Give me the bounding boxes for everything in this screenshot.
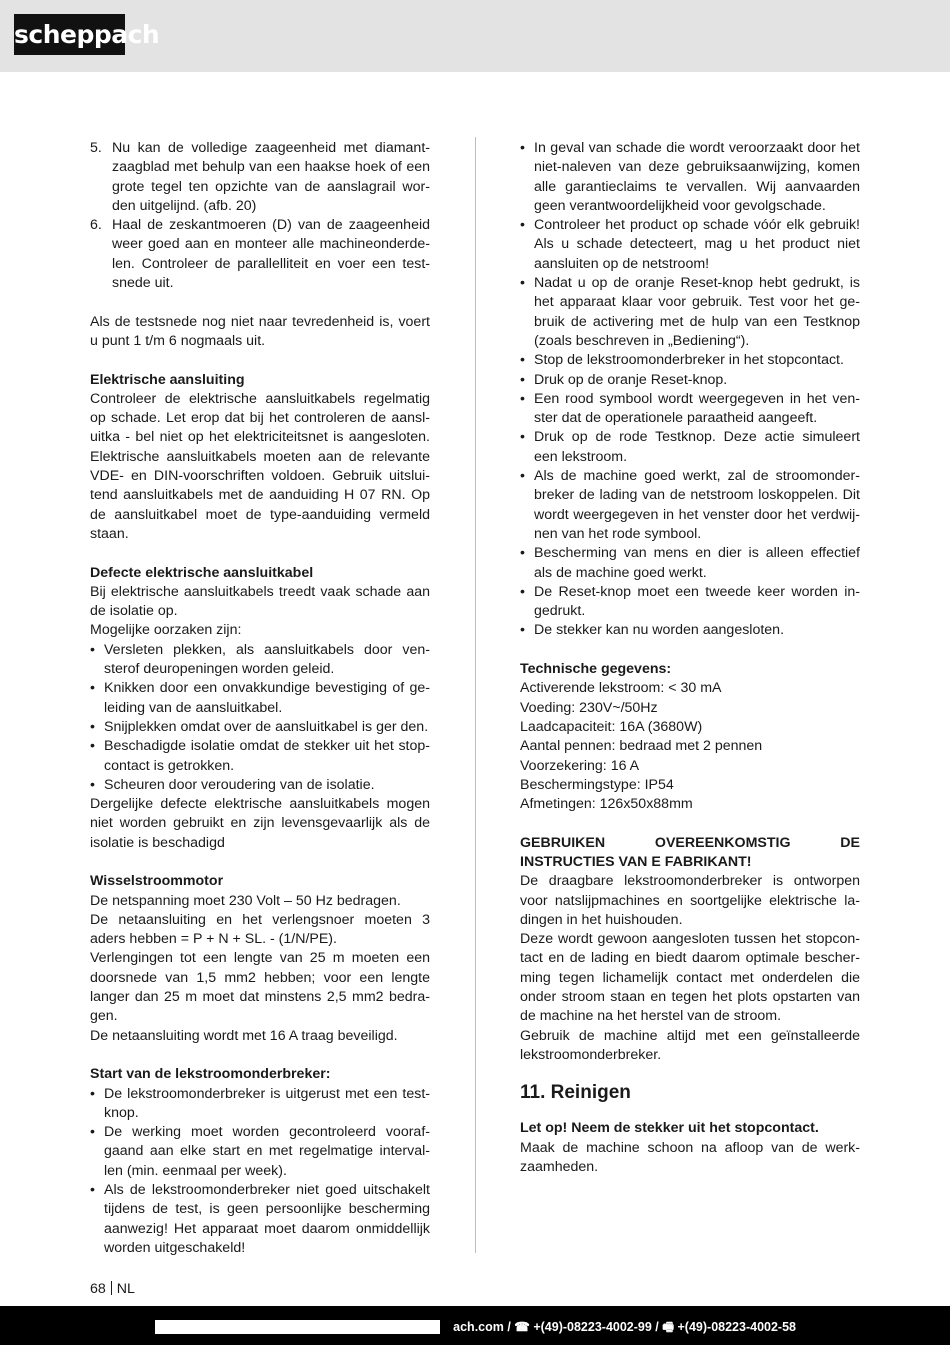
list-item: • Versleten plekken, als aansluitkabels door ven-sterof deuropeningen worden geleid. — [90, 641, 430, 678]
spec-line: Afmetingen: 126x50x88mm — [520, 796, 693, 813]
language-code: NL — [116, 1281, 135, 1297]
paragraph: Mogelijke oorzaken zijn: — [90, 622, 242, 639]
spec-line: Aantal pennen: bedraad met 2 pennen — [520, 738, 763, 755]
warning-text: Let op! Neem de stekker uit het stopcontact. — [520, 1120, 819, 1137]
list-item: • Beschadigde isolatie omdat de stekker uit het stop-contact is getrokken. — [90, 738, 430, 774]
left-column — [90, 139, 430, 1258]
list-item: • Als de lekstroomonderbreker niet goed uitschakelt tijdens de test, is geen persoonlijke bescherming aanwezig! Het apparaat moet daarom onmiddellijk worden uitgeschakeld! — [90, 1182, 430, 1256]
list-item: • Stop de lekstroomonderbreker in het stopcontact. — [520, 352, 844, 369]
list-item: • Als de machine goed werkt, zal de stroomonder-breker de lading van de netstroom loskoppelen. Dit wordt weergegeven in het venster door het verdwij-nen van het rode symbool. — [520, 468, 860, 542]
section-heading: Elektrische aansluiting — [90, 371, 245, 388]
list-item: • Controleer het product op schade vóór elk gebruik! Als u schade detecteert, mag u het product niet aansluiten op de netstroom! — [520, 217, 860, 272]
section-heading: Technische gegevens: — [520, 661, 672, 678]
list-item: • Druk op de rode Testknop. Deze actie simuleert een lekstroom. — [520, 429, 860, 465]
paragraph: De netspanning moet 230 Volt – 50 Hz bedragen. — [90, 892, 401, 909]
list-item: • Bescherming van mens en dier is alleen effectief als de machine goed werkt. — [520, 545, 860, 581]
list-item: • De Reset-knop moet een tweede keer worden in-gedrukt. — [520, 583, 860, 620]
paragraph: Maak de machine schoon na afloop van de werk-zaamheden. — [520, 1139, 860, 1175]
list-item: • Een rood symbool wordt weergegeven in het ven-ster dat de operationele paraatheid aangeeft. — [520, 390, 860, 427]
paragraph: De draagbare lekstroomonderbreker is ontworpen voor natslijpmachines en soortgelijke elektrische la-dingen in het huishouden. — [520, 873, 860, 928]
page-footer — [90, 1281, 135, 1297]
page-number: 68 — [90, 1281, 106, 1297]
chapter-title: 11. Reinigen — [520, 1082, 631, 1104]
spec-line: Voorzekering: 16 A — [520, 757, 640, 774]
list-item: • Scheuren door veroudering van de isolatie. — [90, 776, 375, 793]
paragraph: De netaansluiting wordt met 16 A traag beveiligd. — [90, 1027, 398, 1044]
list-item: • Knikken door een onvakkundige bevestiging of ge-leiding van de aansluitkabel. — [90, 680, 430, 716]
contact-bar — [0, 1306, 950, 1345]
column-divider — [475, 137, 476, 1253]
paragraph: Als de testsnede nog niet naar tevredenheid is, voert u punt 1 t/m 6 nogmaals uit. — [90, 313, 430, 349]
list-item: • De stekker kan nu worden aangesloten. — [520, 622, 785, 639]
list-item: • Druk op de oranje Reset-knop. — [520, 371, 728, 388]
contact-redaction — [155, 1320, 440, 1334]
paragraph: Gebruik de machine altijd met een geïnstalleerde lekstroomonderbreker. — [520, 1027, 860, 1063]
section-heading: GEBRUIKEN OVEREENKOMSTIG DE INSTRUCTIES VAN E FABRIKANT! — [520, 834, 860, 870]
list-item: • De lekstroomonderbreker is uitgerust met een test-knop. — [90, 1085, 430, 1121]
brand-logo: scheppach — [14, 14, 125, 55]
section-heading: Wisselstroommotor — [90, 873, 224, 890]
list-item: • De werking moet worden gecontroleerd vooraf-gaand aan elke start en met regelmatige interval-len (min. eenmaal per week). — [90, 1124, 430, 1179]
spec-line: Beschermingstype: IP54 — [520, 776, 674, 793]
paragraph: Controleer de elektrische aansluitkabels regelmatig op schade. Let erop dat bij het controleren de aansl-uitka - bel niet op het elektriciteitsnet is aangesloten. Elektrische aansluitkabels moeten aan de relevante VDE- en DIN-voorschriften voldoen. Gebruik uitslui-tend aansluitkabels met de aanduiding H 07 RN. Op de aansluitkabel moet de type-aanduiding vermeld staan. — [90, 390, 430, 542]
paragraph: Deze wordt gewoon aangesloten tussen het stopcon-tact en de lading en biedt daarom optimale bescher-ming tegen lichamelijk contact met onderdelen die onder stroom staan en tegen het plots opstarten van de machine na het herstel van de stroom. — [520, 931, 860, 1025]
list-item: • Nadat u op de oranje Reset-knop hebt gedrukt, is het apparaat klaar voor gebruik. Test voor het ge-bruik de activering met de hulp van een Testknop (zoals beschreven in „Bediening“). — [520, 275, 860, 349]
paragraph: Bij elektrische aansluitkabels treedt vaak schade aan de isolatie op. — [90, 583, 430, 620]
header-bar — [0, 0, 950, 72]
paragraph: Verlengingen tot een lengte van 25 m moeten een doorsnede van 1,5 mm2 hebben; voor een lengte langer dan 25 m moet dat minstens 2,5 mm2 bedra-gen. — [90, 950, 430, 1025]
list-item: • Snijplekken omdat over de aansluitkabel is ger den. — [90, 718, 429, 735]
section-heading: Start van de lekstroomonderbreker: — [90, 1066, 331, 1083]
paragraph: De netaansluiting en het verlengsnoer moeten 3 aders hebben = P + N + SL. - (1/N/PE). — [90, 911, 430, 948]
section-heading: Defecte elektrische aansluitkabel — [90, 564, 314, 581]
spec-line: Voeding: 230V~/50Hz — [520, 699, 658, 716]
numbered-step: 6. Haal de zeskantmoeren (D) van de zaageenheid weer goed aan en monteer alle machineonderde-len. Controleer de parallelliteit en voer een test-snede uit. — [90, 217, 430, 292]
paragraph: Dergelijke defecte elektrische aansluitkabels mogen niet worden gebruikt en zijn levensgevaarlijk als de isolatie is beschadigd — [90, 796, 430, 851]
spec-line: Laadcapaciteit: 16A (3680W) — [520, 718, 703, 735]
right-column — [520, 139, 860, 1177]
list-item: • In geval van schade die wordt veroorzaakt door het niet-naleven van deze gebruiksaanwijzing, komen alle garantieclaims te vervallen. Wij aanvaarden geen verantwoordelijkheid voor gevolgschade. — [520, 140, 860, 214]
spec-line: Activerende lekstroom: < 30 mA — [520, 680, 722, 697]
numbered-step: 5. Nu kan de volledige zaageenheid met diamant-zaagblad met behulp van een haakse hoek of een grote tegel ten opzichte van de aanslagrail wor-den uitgelijnd. (afb. 20) — [90, 140, 430, 214]
contact-info: ach.com / ☎ +(49)-08223-4002-99 / 🖷 +(49)-08223-4002-58 — [453, 1320, 796, 1334]
